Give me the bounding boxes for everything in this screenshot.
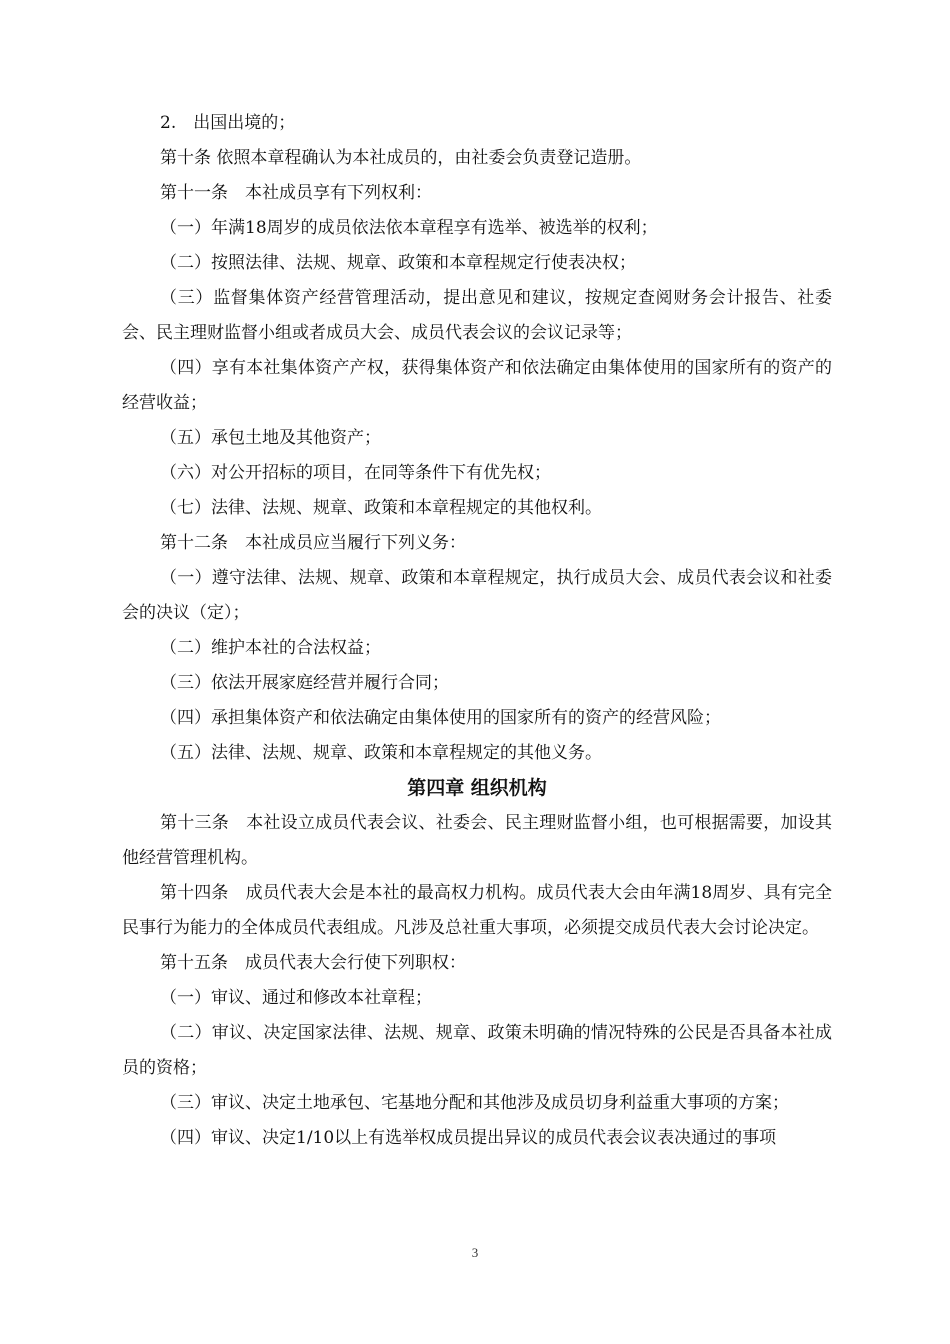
page-number: 3 [471, 1245, 479, 1260]
article-14: 第十四条 成员代表大会是本社的最高权力机构。成员代表大会由年满18周岁、具有完全民事行为能力的全体成员代表组成。凡涉及总社重大事项，必须提交成员代表大会讨论决定。 [122, 883, 832, 938]
article-12: 第十二条 本社成员应当履行下列义务： [160, 533, 466, 553]
list-item: （四）享有本社集体资产产权，获得集体资产和依法确定由集体使用的国家所有的资产的经营收益； [122, 358, 832, 413]
list-item: （五）法律、法规、规章、政策和本章程规定的其他义务。 [160, 743, 602, 763]
list-item: （三）监督集体资产经营管理活动，提出意见和建议，按规定查阅财务会计报告、社委会、民主理财监督小组或者成员大会、成员代表会议的会议记录等； [122, 288, 832, 343]
list-item: （七）法律、法规、规章、政策和本章程规定的其他权利。 [160, 498, 602, 518]
list-item: （二）审议、决定国家法律、法规、规章、政策未明确的情况特殊的公民是否具备本社成员的资格； [122, 1023, 832, 1078]
article-15: 第十五条 成员代表大会行使下列职权： [160, 953, 466, 973]
list-item: （六）对公开招标的项目，在同等条件下有优先权； [160, 463, 551, 483]
list-item: （一）审议、通过和修改本社章程； [160, 988, 432, 1008]
list-item: （五）承包土地及其他资产； [160, 428, 381, 448]
article-13: 第十三条 本社设立成员代表会议、社委会、民主理财监督小组，也可根据需要，加设其他经营管理机构。 [122, 813, 832, 868]
list-item: （三）审议、决定土地承包、宅基地分配和其他涉及成员切身利益重大事项的方案； [160, 1093, 789, 1113]
list-item: （二）维护本社的合法权益； [160, 638, 381, 658]
list-item: （四）承担集体资产和依法确定由集体使用的国家所有的资产的经营风险； [160, 708, 721, 728]
article-11: 第十一条 本社成员享有下列权利： [160, 183, 432, 203]
list-item: （三）依法开展家庭经营并履行合同； [160, 673, 449, 693]
list-item: （一）年满18周岁的成员依法依本章程享有选举、被选举的权利； [160, 218, 658, 238]
list-item: （四）审议、决定1/10以上有选举权成员提出异议的成员代表会议表决通过的事项 [160, 1128, 777, 1148]
list-item: 2. 出国出境的； [160, 113, 296, 133]
document-body [122, 106, 832, 1156]
list-item: （一）遵守法律、法规、规章、政策和本章程规定，执行成员大会、成员代表会议和社委会的决议（定）； [122, 568, 832, 623]
article-10: 第十条 依照本章程确认为本社成员的，由社委会负责登记造册。 [160, 148, 642, 168]
chapter-title: 第四章 组织机构 [407, 777, 547, 799]
list-item: （二）按照法律、法规、规章、政策和本章程规定行使表决权； [160, 253, 636, 273]
